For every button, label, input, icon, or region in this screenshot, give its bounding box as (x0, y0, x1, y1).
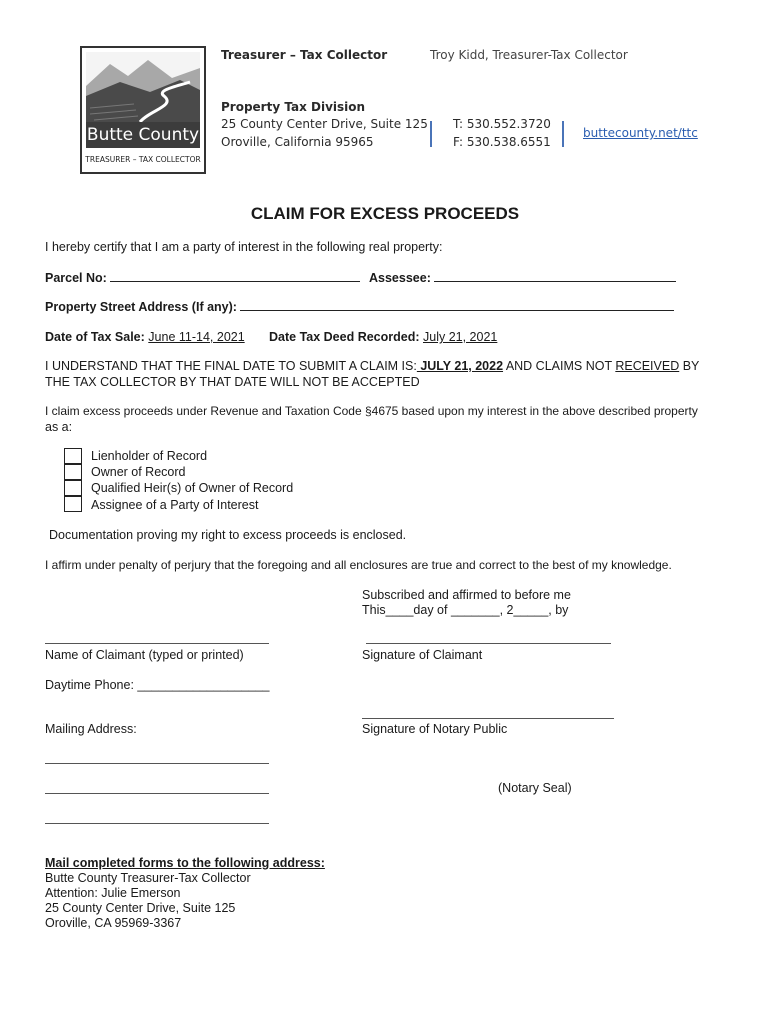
mailing-line-1[interactable] (45, 763, 269, 764)
division-name: Property Tax Division (221, 100, 366, 114)
certify-text: I hereby certify that I am a party of interest in the following real property: (45, 240, 443, 254)
documentation-statement: Documentation proving my right to excess proceeds is enclosed. (49, 528, 407, 542)
mailing-line-2[interactable] (45, 793, 269, 794)
option-assignee: Assignee of a Party of Interest (91, 498, 259, 512)
deadline-line-1 (45, 359, 699, 374)
mailing-address-label: Mailing Address: (45, 722, 137, 736)
mail-line-4: Oroville, CA 95969-3367 (45, 916, 182, 930)
divider-1 (430, 121, 432, 147)
parcel-row (45, 270, 360, 286)
assessee-row (369, 270, 676, 286)
office-address-2: Oroville, California 95965 (221, 135, 374, 149)
deadline-received: RECEIVED (615, 359, 680, 373)
divider-2 (562, 121, 564, 147)
checkbox-owner[interactable] (64, 464, 82, 480)
address-label: Property Street Address (If any): (45, 300, 237, 314)
assessee-field[interactable] (434, 270, 676, 282)
address-field[interactable] (240, 299, 674, 311)
claimant-signature-line[interactable] (366, 643, 611, 644)
daytime-phone[interactable]: Daytime Phone: ___________________ (45, 678, 270, 692)
notary-seal: (Notary Seal) (498, 781, 572, 795)
mail-line-3: 25 County Center Drive, Suite 125 (45, 901, 236, 915)
parcel-label: Parcel No: (45, 271, 107, 285)
claim-line-2: as a: (45, 420, 73, 434)
deadline-part-1: I UNDERSTAND THAT THE FINAL DATE TO SUBMIT A CLAIM IS: (45, 359, 417, 373)
subscribed-line-1: Subscribed and affirmed to before me (362, 588, 571, 602)
office-phone: T: 530.552.3720 (453, 117, 551, 131)
affirm-statement: I affirm under penalty of perjury that the foregoing and all enclosures are true and correct to the best of my knowledge. (45, 558, 672, 572)
address-row (45, 299, 674, 315)
claimant-signature-label: Signature of Claimant (362, 648, 483, 662)
name-line[interactable] (45, 643, 269, 644)
tax-sale-value: June 11-14, 2021 (148, 330, 245, 344)
office-fax: F: 530.538.6551 (453, 135, 551, 149)
county-logo (80, 46, 206, 174)
assessee-label: Assessee: (369, 271, 431, 285)
notary-signature-line[interactable] (362, 718, 614, 719)
deadline-part-3: BY (679, 359, 700, 373)
office-address-1: 25 County Center Drive, Suite 125 (221, 117, 428, 131)
option-heir: Qualified Heir(s) of Owner of Record (91, 481, 294, 495)
tax-sale-label: Date of Tax Sale: (45, 330, 145, 344)
logo-text: Butte County (86, 125, 200, 145)
option-lienholder: Lienholder of Record (91, 449, 208, 463)
checkbox-assignee[interactable] (64, 496, 82, 512)
claim-line-1: I claim excess proceeds under Revenue and Taxation Code §4675 based upon my interest in the above described property (45, 404, 698, 418)
notary-signature-label: Signature of Notary Public (362, 722, 508, 736)
checkbox-lienholder[interactable] (64, 448, 82, 464)
option-owner: Owner of Record (91, 465, 186, 479)
website-link[interactable]: buttecounty.net/ttc (583, 126, 698, 140)
subscribed-line-2: This____day of _______, 2_____, by (362, 603, 569, 617)
logo-subtext: TREASURER – TAX COLLECTOR (85, 155, 201, 164)
deadline-part-2: AND CLAIMS NOT (503, 359, 616, 373)
official-name: Troy Kidd, Treasurer-Tax Collector (430, 48, 628, 62)
form-title: CLAIM FOR EXCESS PROCEEDS (250, 204, 520, 223)
deadline-date: JULY 21, 2022 (416, 359, 504, 373)
name-label: Name of Claimant (typed or printed) (45, 648, 244, 662)
checkbox-heir[interactable] (64, 480, 82, 496)
deed-label: Date Tax Deed Recorded: (269, 330, 420, 344)
deed-row (269, 330, 497, 345)
deadline-line-2: THE TAX COLLECTOR BY THAT DATE WILL NOT BE ACCEPTED (45, 375, 420, 389)
mail-line-2: Attention: Julie Emerson (45, 886, 181, 900)
tax-sale-row (45, 330, 245, 345)
mailing-line-3[interactable] (45, 823, 269, 824)
parcel-field[interactable] (110, 270, 360, 282)
mail-heading: Mail completed forms to the following address: (45, 856, 325, 870)
mail-line-1: Butte County Treasurer-Tax Collector (45, 871, 251, 885)
deed-value: July 21, 2021 (423, 330, 498, 344)
office-title: Treasurer – Tax Collector (221, 48, 388, 62)
